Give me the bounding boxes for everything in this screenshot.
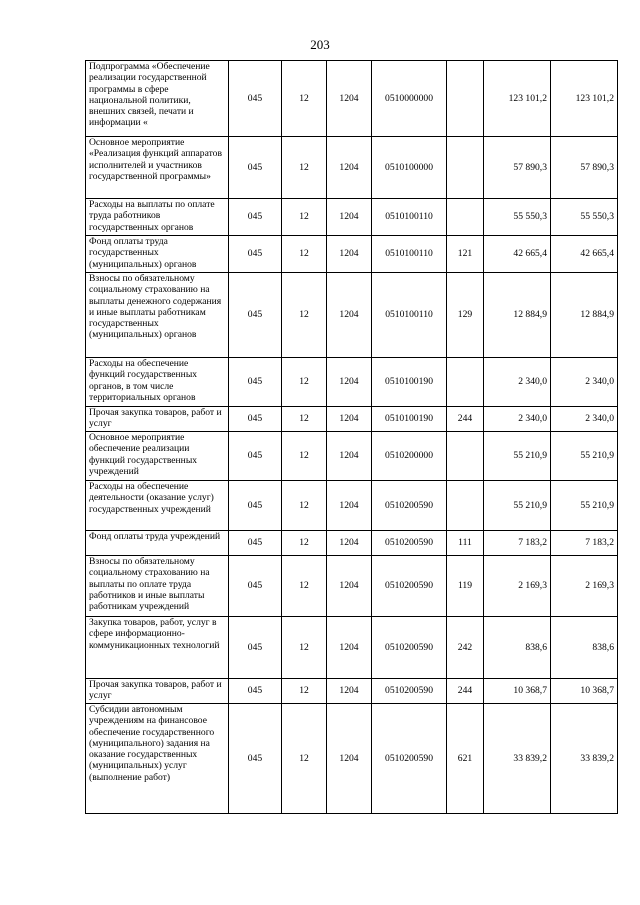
subsection-code-cell: 1204 (327, 137, 372, 199)
expense-type-cell (447, 199, 484, 236)
amount-cell: 55 550,3 (551, 199, 618, 236)
table-row (86, 61, 618, 137)
row-name-cell: Подпрограмма «Обеспечение реализации государственной программы в сфере национальной политики, внешних связей, печати и информации « (86, 61, 229, 137)
table-row (86, 236, 618, 273)
expense-type-cell (447, 481, 484, 531)
expense-type-cell (447, 432, 484, 481)
amount-cell: 123 101,2 (551, 61, 618, 137)
amount-cell: 2 340,0 (484, 407, 551, 432)
table-row (86, 556, 618, 617)
section-code-cell: 12 (282, 199, 327, 236)
amount-cell: 10 368,7 (484, 679, 551, 704)
row-name-cell: Закупка товаров, работ, услуг в сфере информационно-коммуникационных технологий (86, 617, 229, 679)
ministry-code-cell: 045 (229, 679, 282, 704)
amount-cell: 55 210,9 (484, 481, 551, 531)
row-name-cell: Субсидии автономным учреждениям на финансовое обеспечение государственного (муниципального) задания на оказание государственных (муниципальных) услуг (выполнение работ) (86, 704, 229, 814)
section-code-cell: 12 (282, 236, 327, 273)
table-row (86, 199, 618, 236)
expense-type-cell (447, 358, 484, 407)
ministry-code-cell: 045 (229, 704, 282, 814)
amount-cell: 123 101,2 (484, 61, 551, 137)
ministry-code-cell: 045 (229, 531, 282, 556)
amount-cell: 42 665,4 (551, 236, 618, 273)
section-code-cell: 12 (282, 432, 327, 481)
amount-cell: 7 183,2 (484, 531, 551, 556)
ministry-code-cell: 045 (229, 556, 282, 617)
table-row (86, 358, 618, 407)
table-row (86, 679, 618, 704)
target-article-cell: 0510100110 (372, 236, 447, 273)
amount-cell: 10 368,7 (551, 679, 618, 704)
section-code-cell: 12 (282, 137, 327, 199)
amount-cell: 12 884,9 (484, 273, 551, 358)
row-name-cell: Расходы на обеспечение деятельности (оказание услуг) государственных учреждений (86, 481, 229, 531)
target-article-cell: 0510200590 (372, 704, 447, 814)
subsection-code-cell: 1204 (327, 556, 372, 617)
subsection-code-cell: 1204 (327, 61, 372, 137)
section-code-cell: 12 (282, 704, 327, 814)
target-article-cell: 0510100110 (372, 273, 447, 358)
subsection-code-cell: 1204 (327, 199, 372, 236)
table-row (86, 481, 618, 531)
amount-cell: 55 210,9 (551, 432, 618, 481)
ministry-code-cell: 045 (229, 432, 282, 481)
row-name-cell: Взносы по обязательному социальному страхованию на выплаты по оплате труда работников и иные выплаты работникам учреждений (86, 556, 229, 617)
amount-cell: 2 340,0 (484, 358, 551, 407)
row-name-cell: Основное мероприятие «Реализация функций аппаратов исполнителей и участников государственной программы» (86, 137, 229, 199)
target-article-cell: 0510100000 (372, 137, 447, 199)
section-code-cell: 12 (282, 273, 327, 358)
row-name-cell: Фонд оплаты труда государственных (муниципальных) органов (86, 236, 229, 273)
subsection-code-cell: 1204 (327, 273, 372, 358)
amount-cell: 2 169,3 (484, 556, 551, 617)
ministry-code-cell: 045 (229, 199, 282, 236)
target-article-cell: 0510100190 (372, 358, 447, 407)
expense-type-cell: 244 (447, 679, 484, 704)
expense-type-cell: 242 (447, 617, 484, 679)
amount-cell: 33 839,2 (551, 704, 618, 814)
table-row (86, 704, 618, 814)
section-code-cell: 12 (282, 481, 327, 531)
amount-cell: 55 550,3 (484, 199, 551, 236)
table-row (86, 617, 618, 679)
row-name-cell: Взносы по обязательному социальному страхованию на выплаты денежного содержания и иные выплаты работникам государственных (муниципальных) органов (86, 273, 229, 358)
amount-cell: 57 890,3 (551, 137, 618, 199)
amount-cell: 42 665,4 (484, 236, 551, 273)
ministry-code-cell: 045 (229, 137, 282, 199)
amount-cell: 33 839,2 (484, 704, 551, 814)
amount-cell: 838,6 (484, 617, 551, 679)
row-name-cell: Расходы на обеспечение функций государственных органов, в том числе территориальных органов (86, 358, 229, 407)
amount-cell: 2 340,0 (551, 407, 618, 432)
expense-type-cell (447, 61, 484, 137)
section-code-cell: 12 (282, 617, 327, 679)
ministry-code-cell: 045 (229, 236, 282, 273)
target-article-cell: 0510200590 (372, 556, 447, 617)
table-row (86, 137, 618, 199)
subsection-code-cell: 1204 (327, 679, 372, 704)
subsection-code-cell: 1204 (327, 704, 372, 814)
table-row (86, 273, 618, 358)
target-article-cell: 0510100190 (372, 407, 447, 432)
amount-cell: 12 884,9 (551, 273, 618, 358)
ministry-code-cell: 045 (229, 481, 282, 531)
subsection-code-cell: 1204 (327, 481, 372, 531)
row-name-cell: Основное мероприятие обеспечение реализации функций государственных учреждений (86, 432, 229, 481)
section-code-cell: 12 (282, 61, 327, 137)
section-code-cell: 12 (282, 531, 327, 556)
subsection-code-cell: 1204 (327, 432, 372, 481)
ministry-code-cell: 045 (229, 617, 282, 679)
target-article-cell: 0510200000 (372, 432, 447, 481)
section-code-cell: 12 (282, 407, 327, 432)
amount-cell: 2 169,3 (551, 556, 618, 617)
expense-type-cell: 244 (447, 407, 484, 432)
section-code-cell: 12 (282, 556, 327, 617)
amount-cell: 55 210,9 (484, 432, 551, 481)
amount-cell: 7 183,2 (551, 531, 618, 556)
target-article-cell: 0510000000 (372, 61, 447, 137)
target-article-cell: 0510200590 (372, 617, 447, 679)
target-article-cell: 0510200590 (372, 679, 447, 704)
table-row (86, 432, 618, 481)
amount-cell: 838,6 (551, 617, 618, 679)
row-name-cell: Прочая закупка товаров, работ и услуг (86, 679, 229, 704)
target-article-cell: 0510200590 (372, 531, 447, 556)
amount-cell: 2 340,0 (551, 358, 618, 407)
section-code-cell: 12 (282, 358, 327, 407)
expense-type-cell: 129 (447, 273, 484, 358)
expense-type-cell: 121 (447, 236, 484, 273)
ministry-code-cell: 045 (229, 61, 282, 137)
ministry-code-cell: 045 (229, 273, 282, 358)
table-row (86, 407, 618, 432)
subsection-code-cell: 1204 (327, 407, 372, 432)
budget-table (85, 60, 618, 814)
row-name-cell: Фонд оплаты труда учреждений (86, 531, 229, 556)
expense-type-cell (447, 137, 484, 199)
expense-type-cell: 621 (447, 704, 484, 814)
subsection-code-cell: 1204 (327, 358, 372, 407)
amount-cell: 55 210,9 (551, 481, 618, 531)
section-code-cell: 12 (282, 679, 327, 704)
ministry-code-cell: 045 (229, 407, 282, 432)
target-article-cell: 0510100110 (372, 199, 447, 236)
amount-cell: 57 890,3 (484, 137, 551, 199)
page-number: 203 (310, 37, 330, 52)
subsection-code-cell: 1204 (327, 236, 372, 273)
row-name-cell: Прочая закупка товаров, работ и услуг (86, 407, 229, 432)
table-row (86, 531, 618, 556)
expense-type-cell: 119 (447, 556, 484, 617)
subsection-code-cell: 1204 (327, 617, 372, 679)
expense-type-cell: 111 (447, 531, 484, 556)
row-name-cell: Расходы на выплаты по оплате труда работников государственных органов (86, 199, 229, 236)
subsection-code-cell: 1204 (327, 531, 372, 556)
target-article-cell: 0510200590 (372, 481, 447, 531)
ministry-code-cell: 045 (229, 358, 282, 407)
